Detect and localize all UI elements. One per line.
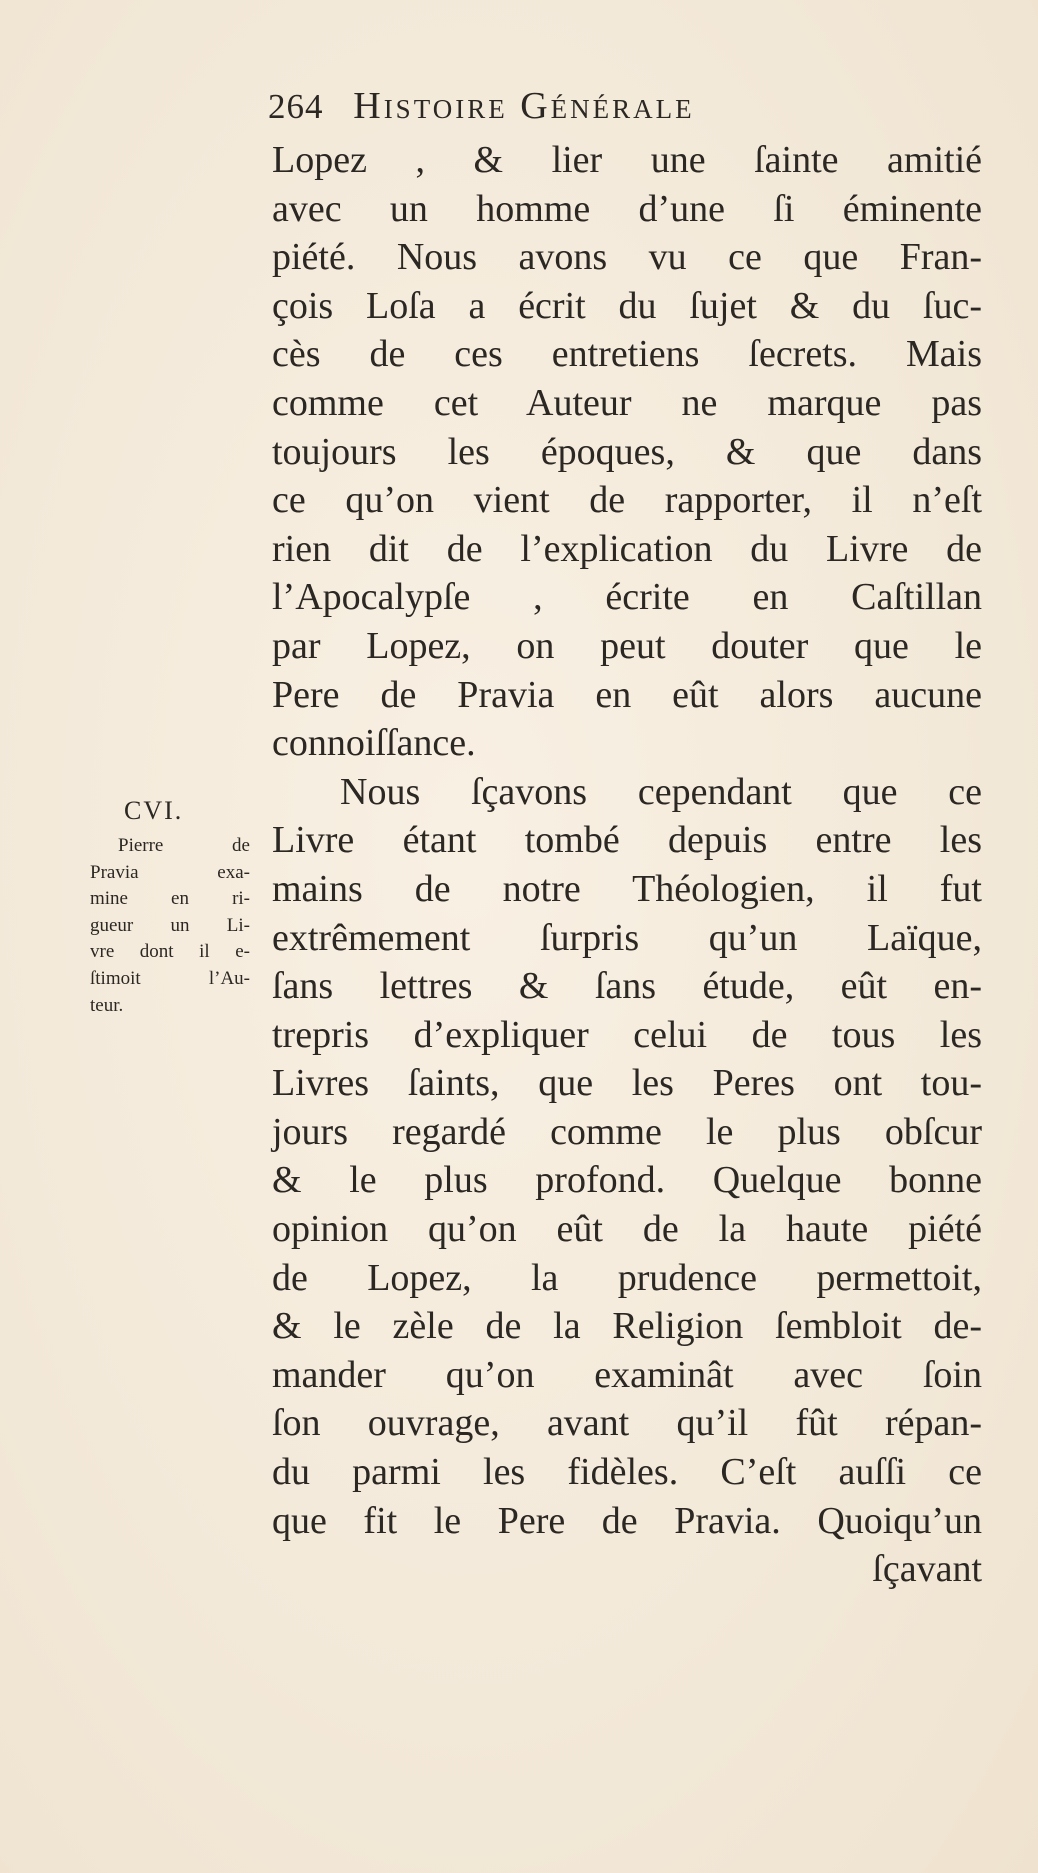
margin-note-line: vre dont il e- [90, 941, 250, 963]
text-line: jours regardé comme le plus obſcur [272, 1110, 982, 1153]
catchword: ſçavant [872, 1548, 982, 1591]
text-line: Livres ſaints, que les Peres ont tou- [272, 1062, 982, 1105]
margin-note-line: Pierre de [118, 835, 250, 856]
page-number: 264 [268, 87, 324, 126]
section-number: CVI. [124, 796, 184, 825]
text-line: rien dit de l’explication du Livre de [272, 527, 982, 570]
text-line: mains de notre Théologien, il fut [272, 867, 982, 910]
text-line: du parmi les fidèles. C’eſt auſſi ce [272, 1451, 982, 1494]
text-line: connoiſſance. [272, 722, 476, 765]
margin-note-line: mine en ri- [90, 888, 250, 910]
paragraph-start-line: Nous ſçavons cependant que ce [340, 770, 982, 813]
main-text [272, 136, 982, 1594]
text-line: ce qu’on vient de rapporter, il n’eſt [272, 479, 982, 522]
text-line: & le zèle de la Religion ſembloit de- [272, 1305, 982, 1348]
margin-note-line: Pravia exa- [90, 861, 250, 883]
text-line: Lopez , & lier une ſainte amitié [272, 139, 982, 181]
text-line: ſans lettres & ſans étude, eût en- [272, 965, 982, 1008]
margin-note-line: teur. [90, 994, 124, 1016]
text-line: Livre étant tombé depuis entre les [272, 819, 982, 862]
running-header [268, 84, 988, 136]
text-line: que fit le Pere de Pravia. Quoiqu’un [272, 1499, 982, 1542]
text-line: avec un homme d’une ſi éminente [272, 187, 982, 230]
margin-note-line: gueur un Li- [90, 914, 250, 936]
text-line: çois Loſa a écrit du ſujet & du ſuc- [272, 284, 982, 327]
text-line: ſon ouvrage, avant qu’il fût répan- [272, 1402, 982, 1445]
running-title: Histoire Générale [353, 85, 695, 127]
text-line: de Lopez, la prudence permettoit, [272, 1256, 982, 1299]
text-line: toujours les époques, & que dans [272, 430, 982, 473]
text-line: cès de ces entretiens ſecrets. Mais [272, 333, 982, 376]
text-line: par Lopez, on peut douter que le [272, 624, 982, 667]
text-line: l’Apocalypſe , écrite en Caſtillan [272, 576, 982, 619]
text-line: extrêmement ſurpris qu’un Laïque, [272, 916, 982, 959]
text-line: & le plus profond. Quelque bonne [272, 1159, 982, 1202]
margin-note-line: ſtimoit l’Au- [90, 967, 250, 989]
margin-note [90, 833, 250, 1019]
text-line: opinion qu’on eût de la haute piété [272, 1208, 982, 1251]
text-line: trepris d’expliquer celui de tous les [272, 1013, 982, 1056]
text-line: mander qu’on examinât avec ſoin [272, 1353, 982, 1396]
text-line: piété. Nous avons vu ce que Fran- [272, 236, 982, 279]
text-line: Pere de Pravia en eût alors aucune [272, 673, 982, 716]
text-line: comme cet Auteur ne marque pas [272, 381, 982, 424]
